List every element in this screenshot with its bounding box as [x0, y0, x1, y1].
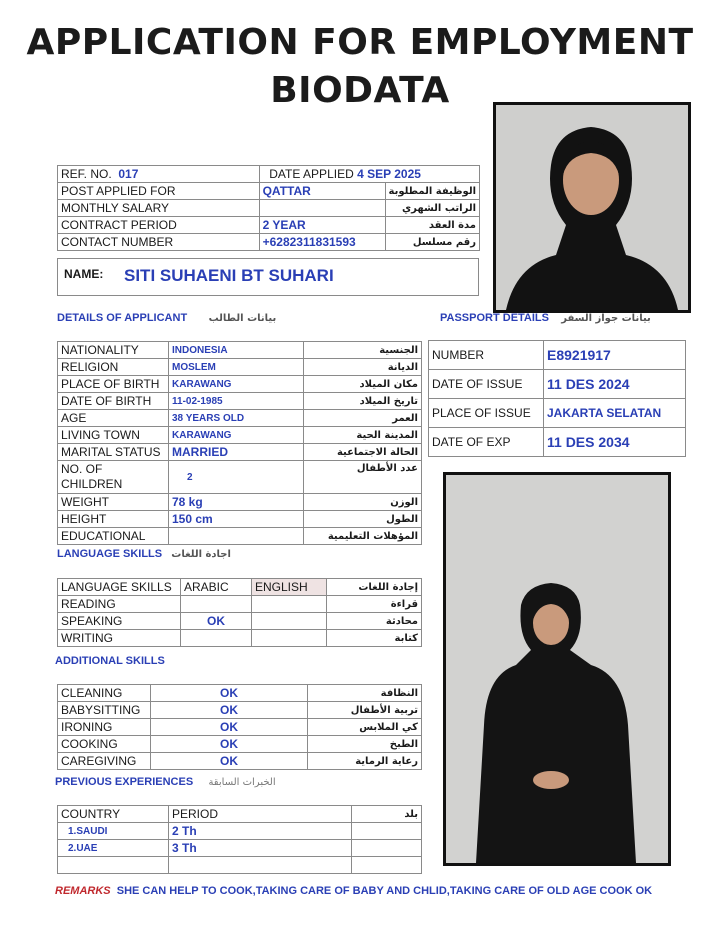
skill-row: [58, 753, 422, 770]
details-table: [57, 341, 422, 545]
details-label: AGE: [58, 410, 169, 427]
title-line-1: APPLICATION FOR EMPLOYMENT: [26, 22, 694, 63]
language-label: SPEAKING: [58, 613, 181, 630]
details-value: 38 YEARS OLD: [169, 410, 304, 427]
passport-value: JAKARTA SELATAN: [544, 399, 686, 428]
experience-period: 2 Th: [169, 823, 352, 840]
language-ar: محادثة: [327, 613, 422, 630]
additional-heading: ADDITIONAL SKILLS: [55, 655, 165, 667]
details-value: MARRIED: [169, 444, 304, 461]
language-row: [58, 596, 422, 613]
header-label: MONTHLY SALARY: [58, 200, 260, 217]
applicant-name: SITI SUHAENI BT SUHARI: [124, 266, 334, 285]
skill-row: [58, 736, 422, 753]
remarks: [55, 884, 655, 899]
skill-row: [58, 719, 422, 736]
header-arabic: الراتب الشهري: [385, 200, 480, 217]
details-row: [58, 511, 422, 528]
date-applied-cell: DATE APPLIED 4 SEP 2025: [259, 166, 479, 183]
experience-head-row: [58, 806, 422, 823]
header-label: POST APPLIED FOR: [58, 183, 260, 200]
remarks-label: REMARKS: [55, 885, 111, 897]
skill-arabic: النظافة: [308, 685, 422, 702]
details-row: [58, 376, 422, 393]
details-value: MOSLEM: [169, 359, 304, 376]
name-label: NAME:: [64, 267, 104, 281]
language-label: READING: [58, 596, 181, 613]
full-body-photo: [443, 472, 671, 866]
header-row: [58, 183, 480, 200]
passport-row: [429, 341, 686, 370]
passport-label: NUMBER: [429, 341, 544, 370]
language-head-english: ENGLISH: [252, 579, 327, 596]
experience-head-period: PERIOD: [169, 806, 352, 823]
language-english: [252, 596, 327, 613]
passport-row: [429, 399, 686, 428]
passport-value: E8921917: [544, 341, 686, 370]
details-row: [58, 359, 422, 376]
remarks-text: SHE CAN HELP TO COOK,TAKING CARE OF BABY AND CHLID,TAKING CARE OF OLD AGE COOK OK: [116, 885, 653, 897]
header-label: CONTRACT PERIOD: [58, 217, 260, 234]
details-label: NO. OF CHILDREN: [58, 461, 169, 494]
skill-label: COOKING: [58, 736, 151, 753]
header-row: [58, 200, 480, 217]
header-value: [259, 200, 385, 217]
passport-table: [428, 340, 686, 457]
details-arabic: الطول: [304, 511, 422, 528]
header-row: [58, 217, 480, 234]
details-arabic: مكان الميلاد: [304, 376, 422, 393]
language-row: [58, 630, 422, 647]
details-value: INDONESIA: [169, 342, 304, 359]
language-arabic: [181, 630, 252, 647]
passport-row: [429, 428, 686, 457]
details-arabic: عدد الأطفال: [304, 461, 422, 494]
skill-value: OK: [151, 719, 308, 736]
skill-label: CLEANING: [58, 685, 151, 702]
details-arabic: الجنسية: [304, 342, 422, 359]
details-row: [58, 427, 422, 444]
details-label: RELIGION: [58, 359, 169, 376]
language-arabic: OK: [181, 613, 252, 630]
ref-cell: REF. NO. 017: [58, 166, 260, 183]
experience-country: 2.UAE: [58, 840, 169, 857]
language-head-row: [58, 579, 422, 596]
language-arabic: [181, 596, 252, 613]
header-arabic: رقم مسلسل: [385, 234, 480, 251]
details-heading: DETAILS OF APPLICANT بيانات الطالب: [57, 312, 277, 324]
header-arabic: الوظيفة المطلوبة: [385, 183, 480, 200]
experience-country: 1.SAUDI: [58, 823, 169, 840]
details-label: NATIONALITY: [58, 342, 169, 359]
skill-arabic: رعاية الرماية: [308, 753, 422, 770]
passport-label: DATE OF EXP: [429, 428, 544, 457]
details-value: 11-02-1985: [169, 393, 304, 410]
details-value: 78 kg: [169, 494, 304, 511]
details-arabic: تاريخ الميلاد: [304, 393, 422, 410]
passport-label: DATE OF ISSUE: [429, 370, 544, 399]
language-label: WRITING: [58, 630, 181, 647]
experience-row: [58, 840, 422, 857]
passport-value: 11 DES 2024: [544, 370, 686, 399]
details-label: LIVING TOWN: [58, 427, 169, 444]
details-row: [58, 494, 422, 511]
details-row: [58, 444, 422, 461]
details-arabic: الوزن: [304, 494, 422, 511]
details-arabic: الحالة الاجتماعية: [304, 444, 422, 461]
language-table: [57, 578, 422, 647]
language-head-ar: إجادة اللغات: [327, 579, 422, 596]
header-value: QATTAR: [259, 183, 385, 200]
details-row: [58, 461, 422, 494]
language-row: [58, 613, 422, 630]
details-value: KARAWANG: [169, 427, 304, 444]
experience-head-ar: بلد: [352, 806, 422, 823]
details-row: [58, 528, 422, 545]
details-label: MARITAL STATUS: [58, 444, 169, 461]
header-row: [58, 234, 480, 251]
header-value: 2 YEAR: [259, 217, 385, 234]
details-value: KARAWANG: [169, 376, 304, 393]
language-head-arabic: ARABIC: [181, 579, 252, 596]
experience-table: [57, 805, 422, 874]
details-value: 150 cm: [169, 511, 304, 528]
details-value: 2: [169, 461, 304, 494]
passport-row: [429, 370, 686, 399]
passport-label: PLACE OF ISSUE: [429, 399, 544, 428]
details-arabic: الديانة: [304, 359, 422, 376]
header-value: +6282311831593: [259, 234, 385, 251]
language-ar: قراءة: [327, 596, 422, 613]
skill-arabic: كي الملابس: [308, 719, 422, 736]
skill-label: BABYSITTING: [58, 702, 151, 719]
header-label: CONTACT NUMBER: [58, 234, 260, 251]
details-label: HEIGHT: [58, 511, 169, 528]
language-head-label: LANGUAGE SKILLS: [58, 579, 181, 596]
details-label: EDUCATIONAL: [58, 528, 169, 545]
details-row: [58, 393, 422, 410]
details-label: DATE OF BIRTH: [58, 393, 169, 410]
skill-value: OK: [151, 685, 308, 702]
skill-label: IRONING: [58, 719, 151, 736]
experience-row: [58, 823, 422, 840]
name-box: [57, 258, 479, 296]
details-row: [58, 410, 422, 427]
skill-arabic: تربية الأطفال: [308, 702, 422, 719]
language-heading: LANGUAGE SKILLS اجادة اللغات: [57, 548, 231, 560]
additional-table: [57, 684, 422, 770]
details-row: [58, 342, 422, 359]
portrait-photo: [493, 102, 691, 313]
passport-heading: PASSPORT DETAILS بيانات جواز السفر: [440, 312, 651, 324]
skill-row: [58, 702, 422, 719]
details-arabic: المؤهلات التعليمية: [304, 528, 422, 545]
language-ar: كتابة: [327, 630, 422, 647]
language-english: [252, 630, 327, 647]
details-arabic: العمر: [304, 410, 422, 427]
skill-value: OK: [151, 702, 308, 719]
header-arabic: مدة العقد: [385, 217, 480, 234]
details-arabic: المدينة الحية: [304, 427, 422, 444]
experience-head-country: COUNTRY: [58, 806, 169, 823]
details-label: WEIGHT: [58, 494, 169, 511]
skill-arabic: الطبخ: [308, 736, 422, 753]
skill-value: OK: [151, 753, 308, 770]
details-label: PLACE OF BIRTH: [58, 376, 169, 393]
skill-row: [58, 685, 422, 702]
experience-period: 3 Th: [169, 840, 352, 857]
experience-heading: PREVIOUS EXPERIENCES الخبرات السابقة: [55, 776, 276, 788]
language-english: [252, 613, 327, 630]
skill-label: CAREGIVING: [58, 753, 151, 770]
skill-value: OK: [151, 736, 308, 753]
header-table: [57, 165, 480, 251]
details-value: [169, 528, 304, 545]
passport-value: 11 DES 2034: [544, 428, 686, 457]
title-line-2: BIODATA: [270, 70, 450, 111]
